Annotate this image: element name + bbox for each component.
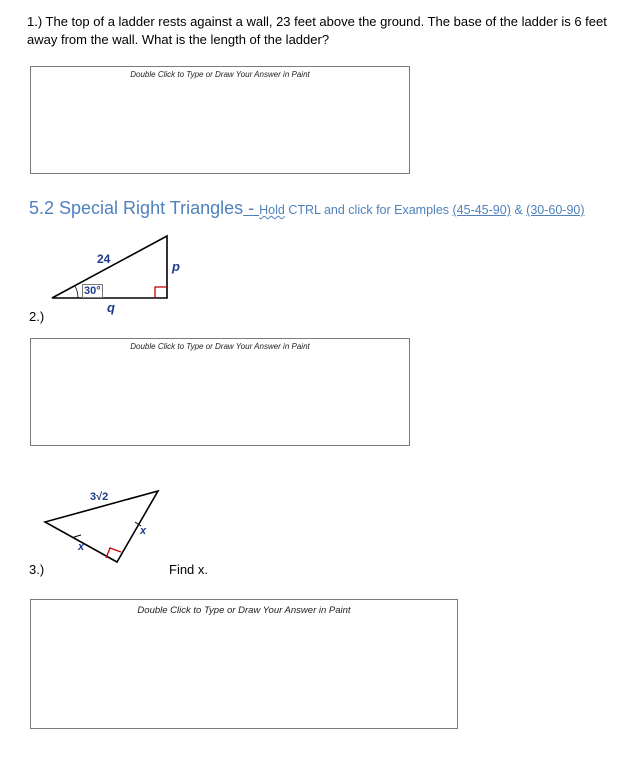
link-30-60-90[interactable]: (30-60-90)	[526, 203, 585, 217]
label-hypotenuse-24: 24	[97, 252, 111, 266]
ampersand: &	[510, 203, 527, 217]
label-leg-p: p	[172, 259, 180, 274]
answer-box-2-hint: Double Click to Type or Draw Your Answer in Paint	[130, 342, 310, 351]
instruction-text: CTRL and click for Examples	[284, 203, 453, 217]
question-1-line-2: away from the wall. What is the length of the ladder?	[27, 32, 330, 47]
tick-mark-leg-a	[74, 535, 81, 537]
label-leg-x-right: x	[140, 525, 147, 537]
label-leg-q: q	[107, 300, 115, 315]
question-3-number: 3.)	[29, 562, 45, 577]
section-title: 5.2 Special Right Triangles	[29, 198, 244, 218]
question-1-line-1: 1.) The top of a ladder rests against a wall, 23 feet above the ground. The base of the ladder is 6 feet	[27, 14, 607, 29]
label-hypotenuse-3root2: 3√2	[90, 491, 109, 503]
answer-box-3-hint: Double Click to Type or Draw Your Answer in Paint	[137, 605, 351, 616]
section-dash: -	[243, 198, 260, 218]
question-3-prompt: Find x.	[169, 562, 209, 577]
answer-box-1-hint: Double Click to Type or Draw Your Answer in Paint	[130, 70, 310, 79]
instruction-hold: Hold	[259, 203, 285, 217]
answer-box-3[interactable]	[30, 599, 458, 729]
label-leg-x-left: x	[78, 541, 85, 553]
question-2-number: 2.)	[29, 309, 45, 324]
label-angle-30: 30°	[84, 285, 101, 297]
link-45-45-90[interactable]: (45-45-90)	[452, 203, 511, 217]
